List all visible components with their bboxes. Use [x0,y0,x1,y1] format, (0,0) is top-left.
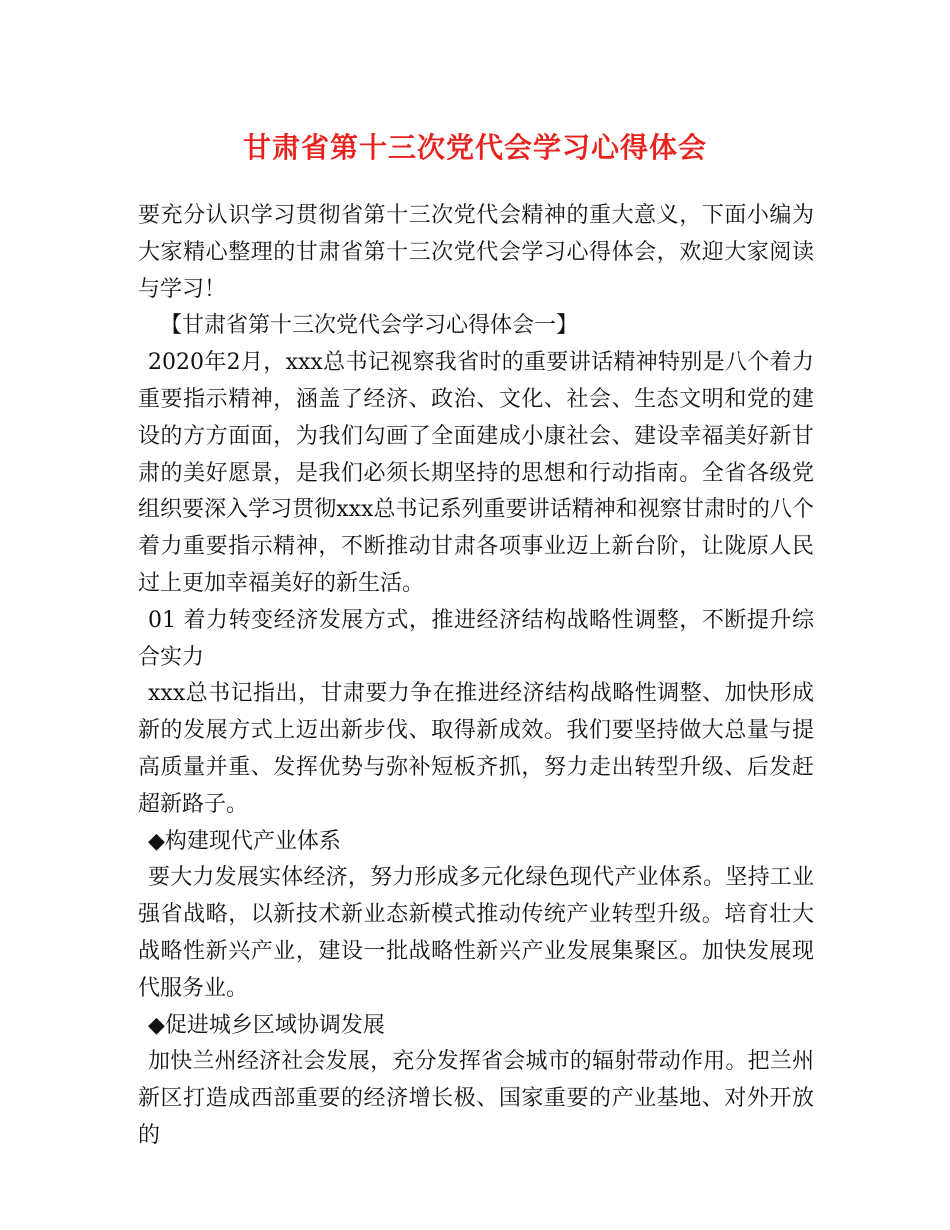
section-heading: 【甘肃省第十三次党代会学习心得体会一】 [160,313,579,339]
bullet-heading: ◆构建现代产业体系 [148,828,341,854]
document-body [138,198,814,1155]
bullet-heading: ◆促进城乡区域协调发展 [148,1012,385,1038]
subsection-heading: 01 着力转变经济发展方式，推进经济结构战略性调整，不断提升综合实力 [138,607,814,670]
body-paragraph: 加快兰州经济社会发展，充分发挥省会城市的辐射带动作用。把兰州新区打造成西部重要的经济增长极、国家重要的产业基地、对外开放的 [138,1049,814,1148]
body-paragraph: xxx总书记指出，甘肃要力争在推进经济结构战略性调整、加快形成新的发展方式上迈出新步伐、取得新成效。我们要坚持做大总量与提高质量并重、发挥优势与弥补短板齐抓，努力走出转型升级、后发赶超新路子。 [138,681,814,817]
body-paragraph: 2020年2月，xxx总书记视察我省时的重要讲话精神特别是八个着力重要指示精神，涵盖了经济、政治、文化、社会、生态文明和党的建设的方方面面，为我们勾画了全面建成小康社会、建设幸福美好新甘肃的美好愿景，是我们必须长期坚持的思想和行动指南。全省各级党组织要深入学习贯彻xxx总书记系列重要讲话精神和视察甘肃时的八个着力重要指示精神，不断推动甘肃各项事业迈上新台阶，让陇原人民过上更加幸福美好的新生活。 [138,350,814,596]
intro-paragraph: 要充分认识学习贯彻省第十三次党代会精神的重大意义，下面小编为大家精心整理的甘肃省第十三次党代会学习心得体会，欢迎大家阅读与学习！ [138,203,814,302]
document-title: 甘肃省第十三次党代会学习心得体会 [242,131,707,164]
body-paragraph: 要大力发展实体经济，努力形成多元化绿色现代产业体系。坚持工业强省战略，以新技术新业态新模式推动传统产业转型升级。培育壮大战略性新兴产业，建设一批战略性新兴产业发展集聚区。加快发展现代服务业。 [138,865,814,1001]
